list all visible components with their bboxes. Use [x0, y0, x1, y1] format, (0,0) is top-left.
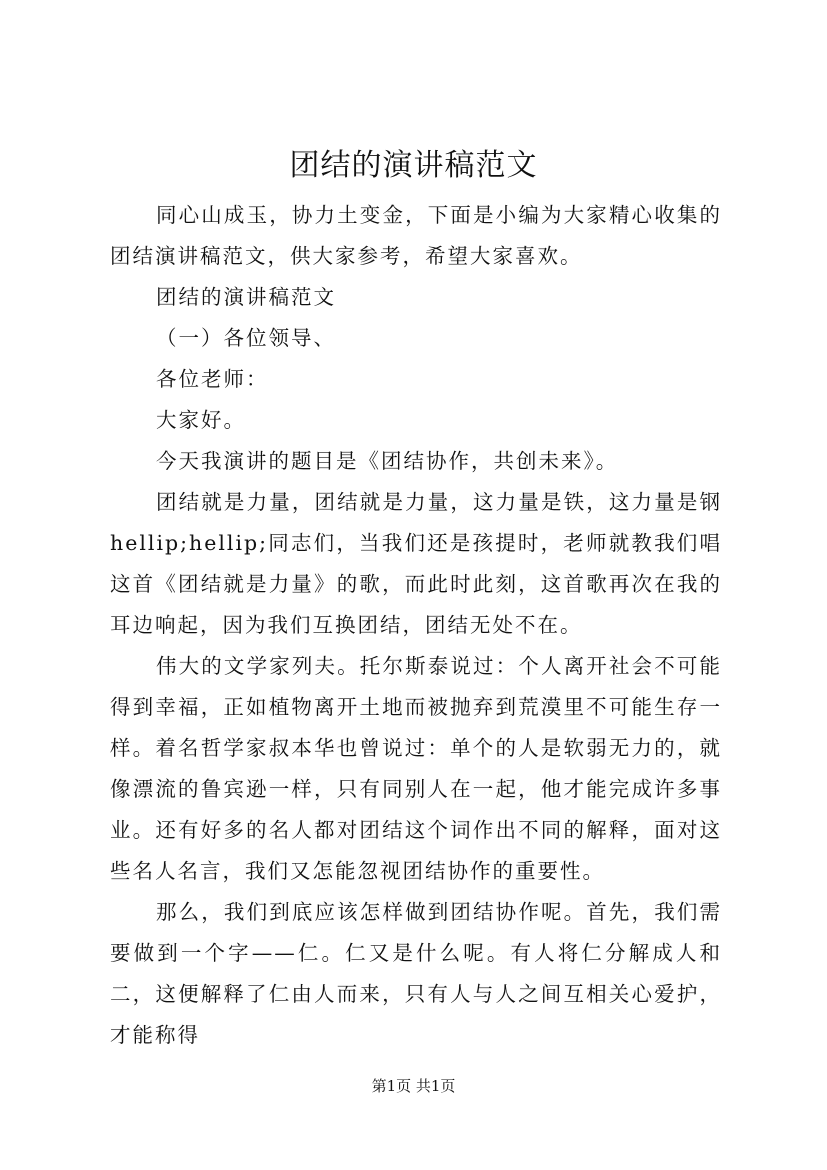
- paragraph-topic: 今天我演讲的题目是《团结协作，共创未来》。: [156, 449, 619, 473]
- paragraph-quotes: 伟大的文学家列夫。托尔斯泰说过：个人离开社会不可能得到幸福，正如植物离开土地而被抛弃到荒漠里不可能生存一样。着名哲学家叔本华也曾说过：单个的人是软弱无力的，就像漂流的鲁宾逊一样，只有同别人在一起，他才能完成许多事业。还有好多的名人都对团结这个词作出不同的解释，面对这些名人名言，我们又怎能忽视团结协作的重要性。: [110, 654, 722, 883]
- document-title: 团结的演讲稿范文: [289, 148, 538, 183]
- paragraph-unity-song: 团结就是力量，团结就是力量，这力量是铁，这力量是钢hellip;hellip;同志们，当我们还是孩提时，老师就教我们唱这首《团结就是力量》的歌，而此时此刻，这首歌再次在我的耳边响起，因为我们互换团结，团结无处不在。: [110, 490, 722, 637]
- paragraph-intro: 同心山成玉，协力土变金，下面是小编为大家精心收集的团结演讲稿范文，供大家参考，希望大家喜欢。: [110, 203, 722, 268]
- paragraph-ren: 那么，我们到底应该怎样做到团结协作呢。首先，我们需要做到一个字——仁。仁又是什么呢。有人将仁分解成人和二，这便解释了仁由人而来，只有人与人之间互相关心爱护，才能称得: [110, 900, 722, 1047]
- paragraph-salutation-leaders: （一）各位领导、: [156, 326, 336, 350]
- paragraph-greeting: 大家好。: [156, 408, 246, 432]
- paragraph-subtitle: 团结的演讲稿范文: [156, 285, 336, 309]
- document-body: [110, 195, 722, 1056]
- paragraph-salutation-teachers: 各位老师：: [156, 367, 269, 391]
- page-footer: 第1页 共1页: [371, 1077, 456, 1095]
